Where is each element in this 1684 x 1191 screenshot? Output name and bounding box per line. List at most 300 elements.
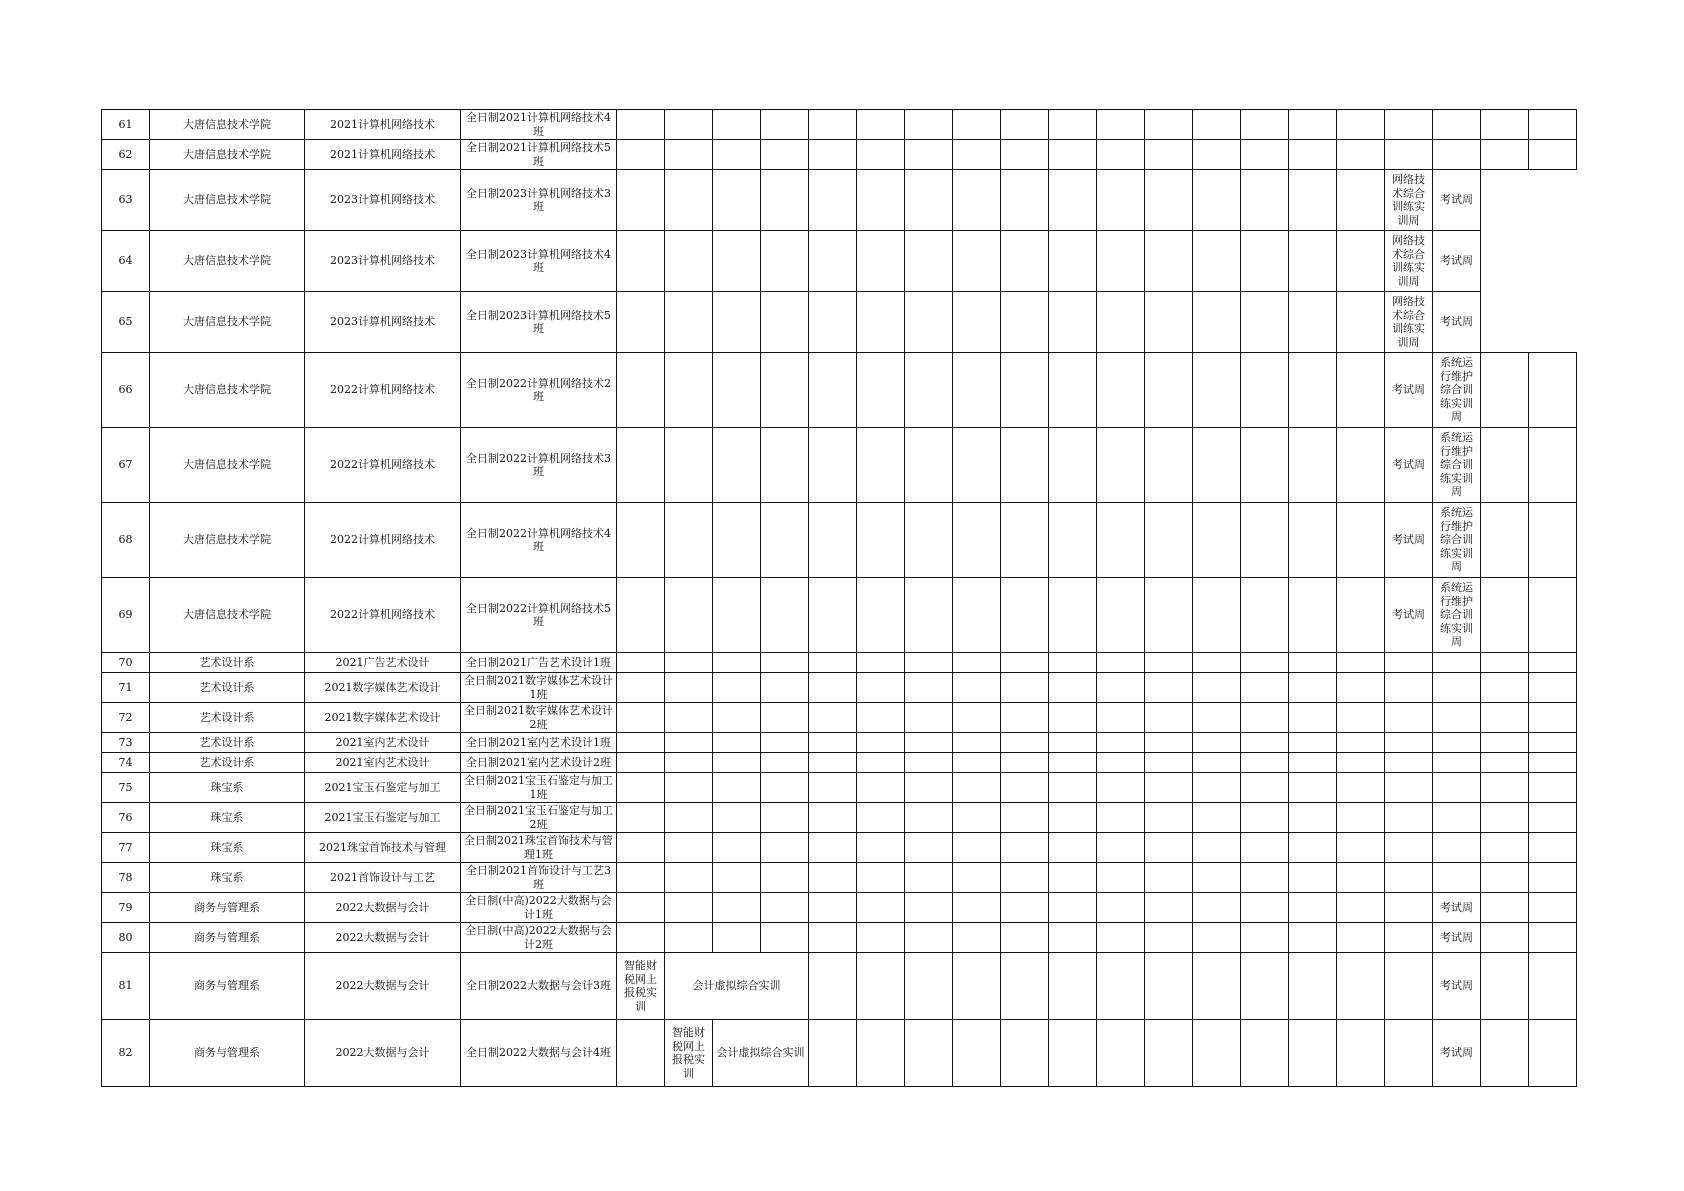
week-cell (1433, 733, 1481, 753)
week-cell (617, 231, 665, 292)
week-cell (1529, 578, 1577, 653)
week-cell (1337, 893, 1385, 923)
class-name-cell: 全日制2021室内艺术设计2班 (461, 753, 617, 773)
week-cell (1193, 353, 1241, 428)
week-cell (1145, 503, 1193, 578)
week-cell (1193, 733, 1241, 753)
class-name-cell: 全日制2021数字媒体艺术设计1班 (461, 673, 617, 703)
week-cell (953, 353, 1001, 428)
week-cell (1289, 703, 1337, 733)
week-cell (713, 773, 761, 803)
week-cell (1001, 140, 1049, 170)
week-cell (1433, 110, 1481, 140)
week-cell (1337, 110, 1385, 140)
week-cell (1049, 773, 1097, 803)
class-name-cell: 全日制2022计算机网络技术4班 (461, 503, 617, 578)
table-row (102, 140, 1577, 170)
department-cell: 艺术设计系 (150, 653, 305, 673)
week-cell (905, 703, 953, 733)
week-cell (1241, 231, 1289, 292)
week-cell (1097, 353, 1145, 428)
week-cell (857, 773, 905, 803)
week-cell (953, 292, 1001, 353)
week-activity-cell: 系统运行维护综合训练实训周 (1433, 578, 1481, 653)
week-cell (1193, 773, 1241, 803)
week-cell (1097, 428, 1145, 503)
week-cell (1049, 292, 1097, 353)
week-activity-cell: 考试周 (1385, 503, 1433, 578)
week-cell (1385, 110, 1433, 140)
week-cell (1001, 428, 1049, 503)
week-cell (905, 953, 953, 1020)
row-number-cell: 82 (102, 1020, 150, 1087)
row-number-cell: 74 (102, 753, 150, 773)
week-cell (1289, 953, 1337, 1020)
week-cell (905, 170, 953, 231)
week-cell (1193, 140, 1241, 170)
week-cell (1097, 773, 1145, 803)
week-cell (1289, 803, 1337, 833)
week-cell (1049, 170, 1097, 231)
class-name-cell: 全日制2021广告艺术设计1班 (461, 653, 617, 673)
week-cell (953, 653, 1001, 673)
week-cell (809, 803, 857, 833)
week-cell (1337, 231, 1385, 292)
week-cell (713, 140, 761, 170)
week-cell (1145, 833, 1193, 863)
week-cell (761, 170, 809, 231)
week-cell (953, 1020, 1001, 1087)
week-cell (1001, 773, 1049, 803)
week-cell (905, 773, 953, 803)
class-name-cell: 全日制2021宝玉石鉴定与加工2班 (461, 803, 617, 833)
week-cell (1049, 1020, 1097, 1087)
week-cell (809, 170, 857, 231)
week-cell (809, 503, 857, 578)
week-cell (857, 653, 905, 673)
week-cell (761, 923, 809, 953)
week-cell (1337, 863, 1385, 893)
week-cell (1529, 110, 1577, 140)
major-cell: 2022计算机网络技术 (305, 503, 461, 578)
week-activity-cell: 考试周 (1433, 231, 1481, 292)
week-cell (1001, 863, 1049, 893)
week-cell (1049, 110, 1097, 140)
week-cell (1097, 893, 1145, 923)
week-cell (1001, 353, 1049, 428)
week-cell (857, 140, 905, 170)
week-cell (857, 703, 905, 733)
week-cell (1241, 923, 1289, 953)
week-cell (953, 773, 1001, 803)
week-activity-cell: 系统运行维护综合训练实训周 (1433, 353, 1481, 428)
week-cell (617, 833, 665, 863)
week-cell (953, 703, 1001, 733)
major-cell: 2021珠宝首饰技术与管理 (305, 833, 461, 863)
empty-area (1481, 170, 1529, 231)
week-cell (1049, 653, 1097, 673)
row-number-cell: 77 (102, 833, 150, 863)
row-number-cell: 64 (102, 231, 150, 292)
table-row (102, 170, 1577, 231)
week-cell (1529, 653, 1577, 673)
week-cell (1049, 428, 1097, 503)
major-cell: 2021计算机网络技术 (305, 110, 461, 140)
table-row (102, 923, 1577, 953)
class-name-cell: 全日制2022大数据与会计3班 (461, 953, 617, 1020)
week-cell (1337, 653, 1385, 673)
week-cell (617, 428, 665, 503)
week-cell (1385, 773, 1433, 803)
week-cell (905, 893, 953, 923)
week-cell (1049, 803, 1097, 833)
week-cell (713, 428, 761, 503)
week-cell (665, 170, 713, 231)
week-cell (1337, 833, 1385, 863)
department-cell: 商务与管理系 (150, 893, 305, 923)
department-cell: 商务与管理系 (150, 953, 305, 1020)
table-row (102, 1020, 1577, 1087)
week-cell (1193, 653, 1241, 673)
week-cell (905, 231, 953, 292)
week-cell (1289, 292, 1337, 353)
week-cell (1145, 353, 1193, 428)
week-cell (857, 170, 905, 231)
class-name-cell: 全日制2022计算机网络技术5班 (461, 578, 617, 653)
week-cell (665, 733, 713, 753)
week-cell (1049, 503, 1097, 578)
week-cell (1001, 653, 1049, 673)
week-cell (713, 803, 761, 833)
week-cell (713, 110, 761, 140)
week-cell (1241, 140, 1289, 170)
week-cell (1385, 953, 1433, 1020)
week-cell (905, 578, 953, 653)
week-cell (857, 733, 905, 753)
class-name-cell: 全日制(中高)2022大数据与会计2班 (461, 923, 617, 953)
week-cell (665, 292, 713, 353)
week-cell (1001, 673, 1049, 703)
week-activity-cell: 考试周 (1385, 578, 1433, 653)
table-row (102, 733, 1577, 753)
department-cell: 大唐信息技术学院 (150, 140, 305, 170)
week-cell (1433, 803, 1481, 833)
week-cell (1145, 140, 1193, 170)
major-cell: 2021首饰设计与工艺 (305, 863, 461, 893)
week-cell (857, 923, 905, 953)
week-cell (1097, 503, 1145, 578)
week-cell (953, 673, 1001, 703)
week-cell (617, 773, 665, 803)
week-cell (1433, 773, 1481, 803)
row-number-cell: 76 (102, 803, 150, 833)
week-cell (1433, 833, 1481, 863)
week-cell (857, 893, 905, 923)
week-activity-cell: 系统运行维护综合训练实训周 (1433, 428, 1481, 503)
empty-area (1529, 170, 1577, 231)
week-cell (1241, 753, 1289, 773)
week-cell (1193, 292, 1241, 353)
week-cell (809, 923, 857, 953)
week-cell (1385, 803, 1433, 833)
week-cell (905, 863, 953, 893)
week-cell (1241, 653, 1289, 673)
major-cell: 2022大数据与会计 (305, 1020, 461, 1087)
department-cell: 艺术设计系 (150, 733, 305, 753)
major-cell: 2021计算机网络技术 (305, 140, 461, 170)
week-activity-cell: 智能财税网上报税实训 (617, 953, 665, 1020)
week-cell (1241, 428, 1289, 503)
week-cell (1241, 733, 1289, 753)
week-cell (1337, 673, 1385, 703)
week-cell (761, 673, 809, 703)
week-cell (665, 863, 713, 893)
major-cell: 2023计算机网络技术 (305, 170, 461, 231)
week-cell (809, 578, 857, 653)
department-cell: 大唐信息技术学院 (150, 231, 305, 292)
row-number-cell: 73 (102, 733, 150, 753)
week-cell (1385, 833, 1433, 863)
week-cell (617, 803, 665, 833)
week-cell (1145, 953, 1193, 1020)
week-cell (761, 428, 809, 503)
week-cell (1049, 893, 1097, 923)
week-cell (1529, 923, 1577, 953)
week-cell (713, 170, 761, 231)
week-cell (1481, 673, 1529, 703)
week-cell (665, 503, 713, 578)
class-name-cell: 全日制2021珠宝首饰技术与管理1班 (461, 833, 617, 863)
week-cell (857, 231, 905, 292)
major-cell: 2023计算机网络技术 (305, 231, 461, 292)
table-row (102, 893, 1577, 923)
week-cell (1049, 703, 1097, 733)
department-cell: 珠宝系 (150, 833, 305, 863)
week-cell (1097, 863, 1145, 893)
week-cell (665, 803, 713, 833)
week-activity-cell: 智能财税网上报税实训 (665, 1020, 713, 1087)
week-cell (1289, 863, 1337, 893)
week-cell (1529, 140, 1577, 170)
week-cell (1097, 292, 1145, 353)
week-cell (761, 803, 809, 833)
week-cell (617, 353, 665, 428)
week-cell (1529, 953, 1577, 1020)
department-cell: 艺术设计系 (150, 673, 305, 703)
week-cell (905, 753, 953, 773)
week-cell (713, 893, 761, 923)
week-cell (1481, 1020, 1529, 1087)
week-cell (953, 170, 1001, 231)
row-number-cell: 79 (102, 893, 150, 923)
week-cell (1337, 353, 1385, 428)
week-cell (1529, 733, 1577, 753)
week-cell (1097, 140, 1145, 170)
week-cell (905, 110, 953, 140)
week-cell (809, 110, 857, 140)
week-cell (953, 893, 1001, 923)
row-number-cell: 61 (102, 110, 150, 140)
week-cell (1289, 140, 1337, 170)
week-cell (1145, 231, 1193, 292)
week-cell (1289, 428, 1337, 503)
week-cell (857, 578, 905, 653)
week-cell (1481, 578, 1529, 653)
department-cell: 大唐信息技术学院 (150, 292, 305, 353)
week-cell (1289, 110, 1337, 140)
week-cell (1337, 803, 1385, 833)
class-name-cell: 全日制2021首饰设计与工艺3班 (461, 863, 617, 893)
week-cell (953, 231, 1001, 292)
week-cell (1337, 923, 1385, 953)
week-cell (665, 673, 713, 703)
week-cell (1001, 231, 1049, 292)
table-row (102, 803, 1577, 833)
week-cell (713, 923, 761, 953)
week-cell (617, 863, 665, 893)
week-activity-cell: 考试周 (1433, 170, 1481, 231)
week-cell (1481, 140, 1529, 170)
week-cell (665, 893, 713, 923)
major-cell: 2022大数据与会计 (305, 893, 461, 923)
week-cell (665, 578, 713, 653)
week-cell (1145, 773, 1193, 803)
week-cell (1289, 353, 1337, 428)
week-cell (713, 653, 761, 673)
week-cell (905, 428, 953, 503)
table-row (102, 503, 1577, 578)
week-cell (1337, 953, 1385, 1020)
week-cell (1433, 863, 1481, 893)
department-cell: 大唐信息技术学院 (150, 578, 305, 653)
week-cell (1001, 753, 1049, 773)
week-cell (1193, 1020, 1241, 1087)
week-cell (1049, 863, 1097, 893)
row-number-cell: 65 (102, 292, 150, 353)
week-cell (761, 773, 809, 803)
week-cell (1529, 893, 1577, 923)
table-row (102, 703, 1577, 733)
week-cell (761, 733, 809, 753)
class-name-cell: 全日制2022计算机网络技术3班 (461, 428, 617, 503)
week-cell (1529, 428, 1577, 503)
week-cell (761, 578, 809, 653)
major-cell: 2021室内艺术设计 (305, 753, 461, 773)
row-number-cell: 69 (102, 578, 150, 653)
week-cell (665, 428, 713, 503)
week-cell (1289, 733, 1337, 753)
table-row (102, 578, 1577, 653)
week-cell (1529, 353, 1577, 428)
week-cell (1433, 140, 1481, 170)
row-number-cell: 80 (102, 923, 150, 953)
week-cell (1193, 170, 1241, 231)
week-cell (761, 753, 809, 773)
week-cell (1385, 703, 1433, 733)
week-cell (1145, 578, 1193, 653)
week-cell (953, 863, 1001, 893)
week-cell (809, 833, 857, 863)
week-cell (665, 703, 713, 733)
week-cell (1289, 833, 1337, 863)
empty-area (1481, 231, 1529, 292)
week-cell (809, 773, 857, 803)
department-cell: 艺术设计系 (150, 753, 305, 773)
week-cell (953, 803, 1001, 833)
week-activity-cell: 会计虚拟综合实训 (665, 953, 809, 1020)
week-cell (1481, 353, 1529, 428)
week-cell (1337, 753, 1385, 773)
week-cell (809, 353, 857, 428)
week-activity-cell: 网络技术综合训练实训周 (1385, 292, 1433, 353)
week-cell (1049, 353, 1097, 428)
week-cell (1529, 503, 1577, 578)
week-cell (1241, 1020, 1289, 1087)
week-cell (809, 1020, 857, 1087)
week-cell (1049, 733, 1097, 753)
table-row (102, 863, 1577, 893)
week-cell (905, 833, 953, 863)
week-cell (1481, 893, 1529, 923)
week-cell (905, 292, 953, 353)
week-cell (713, 578, 761, 653)
week-cell (1385, 653, 1433, 673)
week-cell (857, 833, 905, 863)
major-cell: 2021室内艺术设计 (305, 733, 461, 753)
week-cell (809, 653, 857, 673)
week-cell (1241, 953, 1289, 1020)
week-cell (617, 923, 665, 953)
week-activity-cell: 考试周 (1433, 953, 1481, 1020)
week-cell (1145, 428, 1193, 503)
week-cell (1145, 893, 1193, 923)
week-cell (1433, 703, 1481, 733)
week-cell (1241, 863, 1289, 893)
week-cell (1049, 953, 1097, 1020)
week-cell (905, 923, 953, 953)
week-cell (1097, 673, 1145, 703)
week-cell (617, 170, 665, 231)
week-cell (1337, 170, 1385, 231)
row-number-cell: 66 (102, 353, 150, 428)
week-cell (809, 231, 857, 292)
week-cell (1097, 703, 1145, 733)
row-number-cell: 71 (102, 673, 150, 703)
week-cell (1241, 503, 1289, 578)
week-cell (905, 353, 953, 428)
week-cell (1289, 231, 1337, 292)
week-activity-cell: 网络技术综合训练实训周 (1385, 231, 1433, 292)
week-cell (1049, 753, 1097, 773)
week-cell (809, 703, 857, 733)
week-cell (905, 503, 953, 578)
week-cell (1529, 1020, 1577, 1087)
week-cell (809, 733, 857, 753)
week-cell (857, 428, 905, 503)
class-name-cell: 全日制2023计算机网络技术3班 (461, 170, 617, 231)
table-row (102, 773, 1577, 803)
week-cell (1145, 703, 1193, 733)
week-cell (1193, 703, 1241, 733)
week-cell (1289, 653, 1337, 673)
week-cell (1289, 773, 1337, 803)
week-cell (1337, 1020, 1385, 1087)
week-cell (1433, 673, 1481, 703)
week-cell (1049, 140, 1097, 170)
week-cell (1481, 773, 1529, 803)
week-cell (1049, 673, 1097, 703)
week-cell (1529, 803, 1577, 833)
